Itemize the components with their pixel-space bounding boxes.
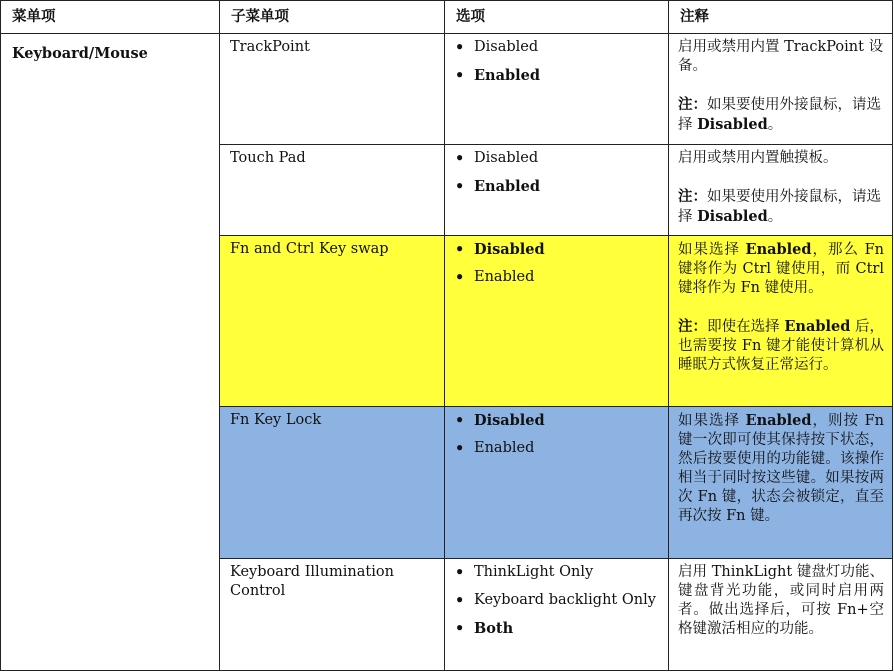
option-item: • Disabled — [455, 38, 668, 66]
comment-cell — [669, 34, 893, 145]
submenu-trackpoint: TrackPoint — [220, 34, 445, 145]
comment-cell — [669, 407, 893, 559]
option-item: • Enabled — [455, 268, 668, 296]
comment-text: 启用或禁用内置 TrackPoint 设备。 — [678, 39, 884, 74]
option-item: • ThinkLight Only — [455, 563, 668, 591]
option-item: • Enabled — [455, 177, 668, 205]
header-options: 选项 — [445, 1, 669, 34]
options-cell — [445, 407, 669, 559]
comment-text: 如果选择 Enabled，那么 Fn 键将作为 Ctrl 键使用，而 Ctrl 键将作为 Fn 键使用。 — [678, 241, 885, 296]
note-text: 注：如果要使用外接鼠标，请选择 Disabled。 — [678, 188, 881, 225]
option-item: • Disabled — [455, 240, 668, 268]
option-item: • Enabled — [455, 439, 668, 467]
option-item: • Keyboard backlight Only — [455, 591, 668, 619]
header-submenu-item: 子菜单项 — [220, 1, 445, 34]
header-comments: 注释 — [669, 1, 893, 34]
options-cell — [445, 559, 669, 671]
table-header-row — [1, 1, 893, 34]
options-cell — [445, 34, 669, 145]
option-item: • Both — [455, 619, 668, 647]
option-item: • Disabled — [455, 149, 668, 177]
comment-cell — [669, 236, 893, 407]
options-cell — [445, 145, 669, 236]
menu-item-cell: Keyboard/Mouse — [1, 34, 220, 671]
submenu-fn-ctrl-swap: Fn and Ctrl Key swap — [220, 236, 445, 407]
comment-cell — [669, 559, 893, 671]
submenu-touch-pad: Touch Pad — [220, 145, 445, 236]
comment-text: 如果选择 Enabled，则按 Fn 键一次即可使其保持按下状态，然后按要使用的功能键。该操作相当于同时按这些键。如果按两次 Fn 键，状态会被锁定，直至再次按 Fn 键。 — [678, 412, 885, 524]
options-cell — [445, 236, 669, 407]
submenu-fn-key-lock: Fn Key Lock — [220, 407, 445, 559]
header-menu-item: 菜单项 — [1, 1, 220, 34]
comment-text: 启用或禁用内置触摸板。 — [678, 150, 838, 166]
submenu-keyboard-illumination: Keyboard Illumination Control — [220, 559, 445, 671]
note-text: 注：如果要使用外接鼠标，请选择 Disabled。 — [678, 96, 881, 133]
option-item: • Enabled — [455, 66, 668, 94]
note-text: 注：即使在选择 Enabled 后，也需要按 Fn 键才能使计算机从睡眠方式恢复正常运行。 — [678, 318, 885, 373]
option-item: • Disabled — [455, 411, 668, 439]
comment-text: 启用 ThinkLight 键盘灯功能、键盘背光功能，或同时启用两者。做出选择后，可按 Fn+空格键激活相应的功能。 — [678, 564, 884, 637]
comment-cell — [669, 145, 893, 236]
table-row — [1, 34, 893, 145]
